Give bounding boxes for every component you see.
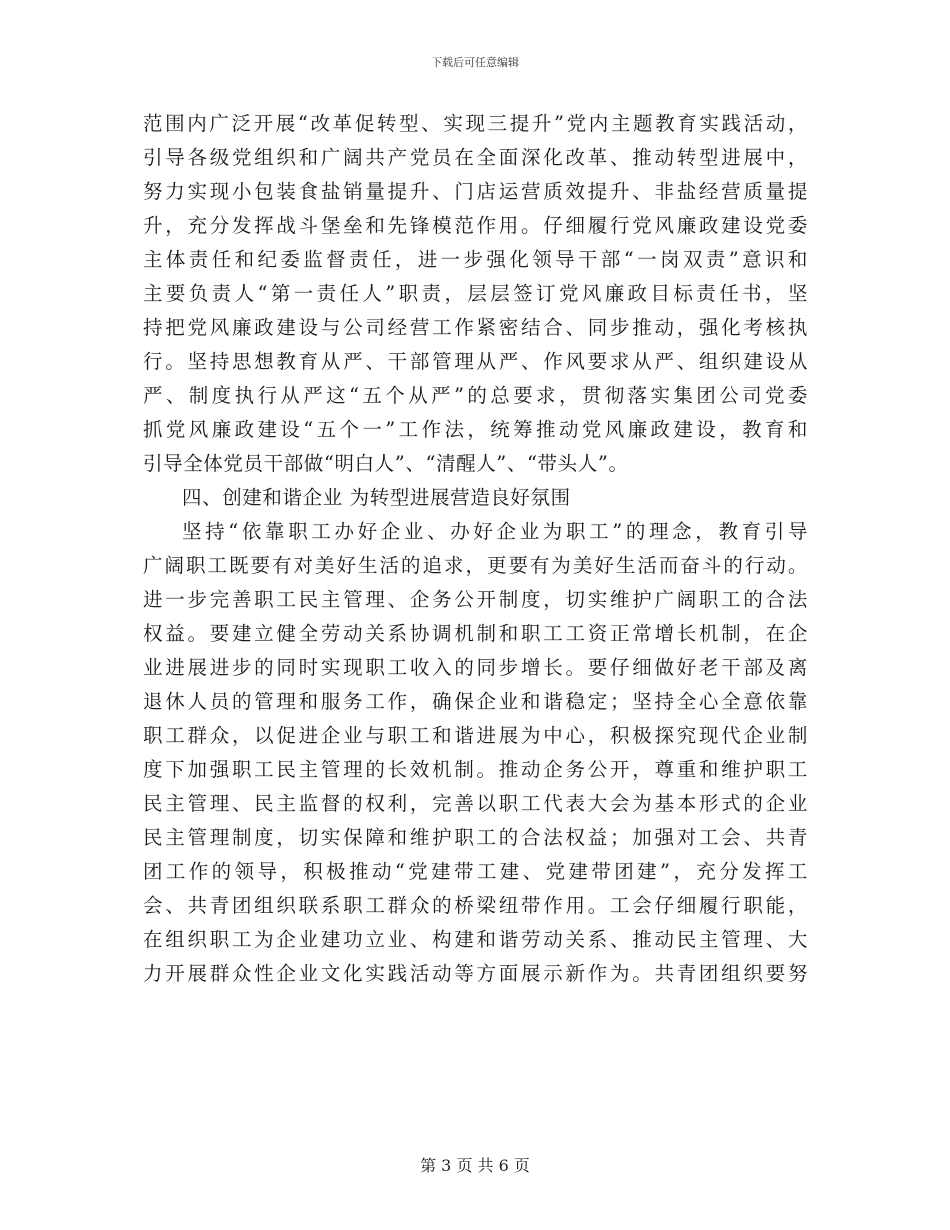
paragraph-line: 持把党风廉政建设与公司经营工作紧密结合、同步推动，强化考核执: [143, 316, 808, 339]
paragraph-line: 主体责任和纪委监督责任，进一步强化领导干部“一岗双责”意识和: [143, 248, 808, 271]
paragraph-line: 在组织职工为企业建功立业、构建和谐劳动关系、推动民主管理、大: [143, 928, 808, 951]
paragraph-line: 职工群众，以促进企业与职工和谐进展为中心，积极探究现代企业制: [143, 724, 808, 747]
paragraph-line: 行。坚持思想教育从严、干部管理从严、作风要求从严、组织建设从: [143, 350, 808, 373]
paragraph-line: 引导各级党组织和广阔共产党员在全面深化改革、推动转型进展中，: [143, 146, 808, 169]
section-heading: 四、创建和谐企业 为转型进展营造良好氛围: [182, 486, 571, 509]
paragraph-line: 会、共青团组织联系职工群众的桥梁纽带作用。工会仔细履行职能，: [143, 894, 808, 917]
paragraph-line: 退休人员的管理和服务工作，确保企业和谐稳定；坚持全心全意依靠: [143, 690, 808, 713]
paragraph-line: 引导全体党员干部做“明白人”、“清醒人”、“带头人”。: [143, 452, 629, 475]
paragraph-line: 范围内广泛开展“改革促转型、实现三提升”党内主题教育实践活动，: [143, 112, 808, 135]
page-number-footer: 第 3 页 共 6 页: [420, 1156, 530, 1175]
paragraph-line: 坚持“依靠职工办好企业、办好企业为职工”的理念，教育引导: [182, 520, 808, 543]
paragraph-line: 民主管理、民主监督的权利，完善以职工代表大会为基本形式的企业: [143, 792, 808, 815]
paragraph-line: 严、制度执行从严这“五个从严”的总要求，贯彻落实集团公司党委: [143, 384, 808, 407]
paragraph-line: 团工作的领导，积极推动“党建带工建、党建带团建”，充分发挥工: [143, 860, 808, 883]
paragraph-line: 权益。要建立健全劳动关系协调机制和职工工资正常增长机制，在企: [143, 622, 808, 645]
paragraph-line: 民主管理制度，切实保障和维护职工的合法权益；加强对工会、共青: [143, 826, 808, 849]
paragraph-line: 业进展进步的同时实现职工收入的同步增长。要仔细做好老干部及离: [143, 656, 808, 679]
paragraph-line: 广阔职工既要有对美好生活的追求，更要有为美好生活而奋斗的行动。: [143, 554, 808, 577]
page-header-note: 下载后可任意编辑: [431, 56, 519, 69]
paragraph-line: 抓党风廉政建设“五个一”工作法，统筹推动党风廉政建设，教育和: [143, 418, 808, 441]
document-body: [143, 107, 808, 991]
paragraph-line: 努力实现小包装食盐销量提升、门店运营质效提升、非盐经营质量提: [143, 180, 808, 203]
paragraph-line: 升，充分发挥战斗堡垒和先锋模范作用。仔细履行党风廉政建设党委: [143, 214, 808, 237]
paragraph-line: 进一步完善职工民主管理、企务公开制度，切实维护广阔职工的合法: [143, 588, 808, 611]
paragraph-line: 度下加强职工民主管理的长效机制。推动企务公开，尊重和维护职工: [143, 758, 808, 781]
paragraph-line: 主要负责人“第一责任人”职责，层层签订党风廉政目标责任书，坚: [143, 282, 808, 305]
paragraph-line: 力开展群众性企业文化实践活动等方面展示新作为。共青团组织要努: [143, 962, 808, 985]
